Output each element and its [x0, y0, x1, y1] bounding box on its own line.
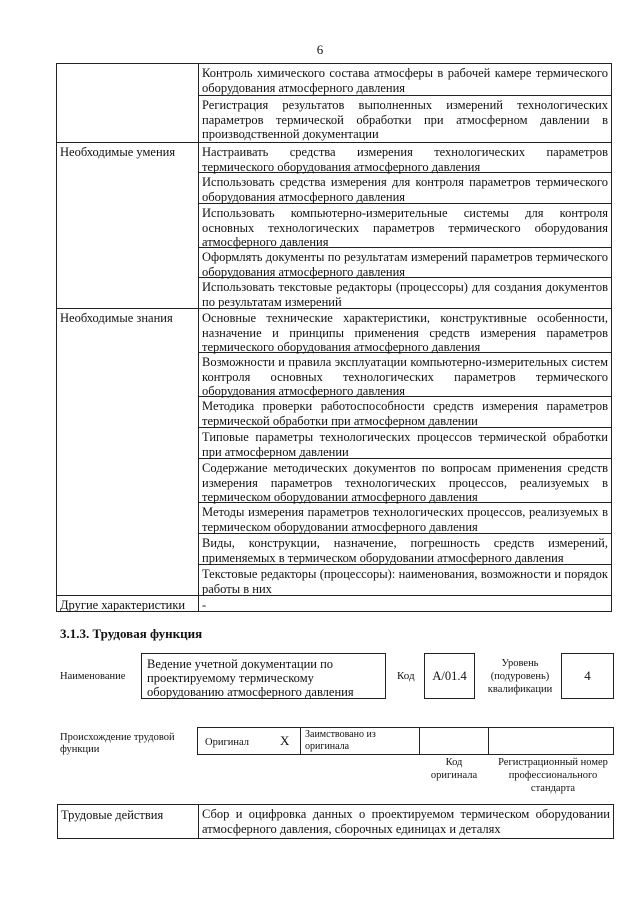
function-name-box	[141, 653, 386, 699]
table-row: Возможности и правила эксплуатации компьютерно-измерительных систем контроля основных технологических параметров термического оборудования атмосферного давления	[202, 355, 608, 398]
skills-label: Необходимые умения	[60, 145, 176, 159]
table-row: Регистрация результатов выполненных измерений технологических параметров термической обработки при атмосферном давлении в производственной документации	[202, 98, 608, 141]
other-value: -	[202, 598, 207, 612]
table-row: Текстовые редакторы (процессоры): наименования, возможности и порядок работы в них	[202, 567, 608, 596]
origin-label: Происхождение трудовой функции	[60, 732, 175, 755]
table-row: Настраивать средства измерения технологических параметров термического оборудования атмосферного давления	[202, 145, 608, 174]
table-row: Оформлять документы по результатам измерений параметров термического оборудования атмосферного давления	[202, 250, 608, 279]
actions-label: Трудовые действия	[61, 808, 164, 822]
section-heading: 3.1.3. Трудовая функция	[60, 626, 203, 641]
function-name-value: Ведение учетной документации по проектируемому термическому оборудованию атмосферного давления	[147, 657, 354, 699]
table-row: Контроль химического состава атмосферы в рабочей камере термического оборудования атмосферного давления	[202, 66, 608, 95]
page-number: 6	[316, 42, 324, 57]
code-caption: Код оригинала	[430, 757, 478, 781]
table-row: Использовать средства измерения для контроля параметров термического оборудования атмосферного давления	[202, 175, 608, 204]
original-mark: X	[280, 733, 290, 748]
table-row: Типовые параметры технологических процессов термической обработки при атмосферном давлении	[202, 430, 608, 459]
table-row: Основные технические характеристики, конструктивные особенности, назначение и принципы применения средств измерения параметров термического оборудования атмосферного давления	[202, 311, 608, 354]
table-row: Содержание методических документов по вопросам применения средств измерения параметров технологических процессов, реализуемых в термическом оборудовании атмосферного давления	[202, 461, 608, 504]
table-row: Виды, конструкции, назначение, погрешность средств измерений, применяемых в термическом оборудовании атмосферного давления	[202, 536, 608, 565]
level-label: Уровень (подуровень) квалификации	[487, 658, 553, 695]
function-level-value: 4	[584, 668, 591, 683]
knowledge-label: Необходимые знания	[60, 311, 173, 325]
table-row: Использовать компьютерно-измерительные системы для контроля основных технологических параметров термического оборудования атмосферного давления	[202, 206, 608, 249]
other-label: Другие характеристики	[60, 598, 186, 612]
function-code-value: A/01.4	[432, 669, 467, 683]
function-level-box	[561, 653, 614, 699]
table-row: Методика проверки работоспособности средств измерения параметров термической обработки при атмосферном давлении	[202, 399, 608, 428]
borrowed-label: Заимствовано из оригинала	[305, 729, 376, 752]
original-label: Оригинал	[205, 737, 249, 748]
function-code-box	[424, 653, 475, 699]
actions-value: Сбор и оцифровка данных о проектируемом термическом оборудовании атмосферного давления, сборочных единицах и деталях	[202, 807, 610, 836]
reg-caption: Регистрационный номер профессионального стандарта	[498, 757, 608, 794]
name-label: Наименование	[60, 671, 126, 682]
table-row: Использовать текстовые редакторы (процессоры) для создания документов по результатам измерений	[202, 280, 608, 309]
code-label: Код	[397, 670, 415, 682]
table-row: Методы измерения параметров технологических процессов, реализуемых в термическом оборудовании атмосферного давления	[202, 505, 608, 534]
